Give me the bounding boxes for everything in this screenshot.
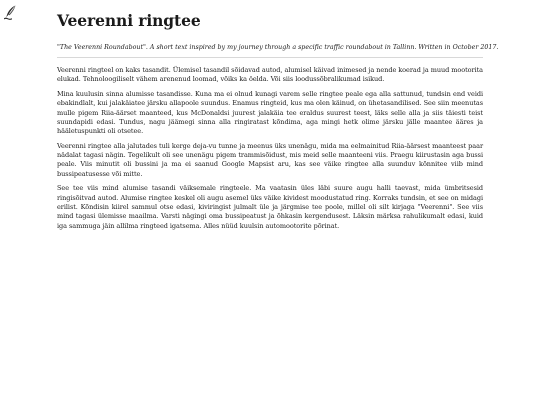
title-divider xyxy=(57,57,483,58)
article xyxy=(57,0,499,236)
quill-pen-icon-graphic xyxy=(3,5,17,21)
article-body xyxy=(57,66,483,231)
article-paragraph: Veerenni ringtee alla jalutades tuli kerge deja-vu tunne ja meenus üks unenägu, mida ma eelmainitud Riia-äärsest maanteest paar nädalat tagasi nägin. Tegelikult oli see unenägu pigem trammisõidust, mis meid selle maanteeni viis. Praegu kiirustasin aga bussi peale. Viis minutit oli bussini ja ma ei saanud Google Mapsist aru, kas see väike ringtee alla suunduv kõnnitee viib mind bussipeatusesse või mitte. xyxy=(57,141,483,178)
article-paragraph: See tee viis mind alumise tasandi väiksemale ringteele. Ma vaatasin üles läbi suure augu halli taevast, mida ümbritsesid ringisõitvad autod. Alumise ringtee keskel oli augu asemel üks väike kividest moodustatud ring. Korraks tundsin, et see on midagi erilist. Kõndisin kiirel sammul otse edasi, kiviringist julmalt üle ja järgmise tee poole, millel oli silt kirjaga "Veerenni". See viis mind tagasi ülemisse maailma. Varsti nägingi oma bussipeatust ja õhkasin kergendusest. Läksin märksa rahulikumalt edasi, kuid iga sammuga jäin allilma ringteed igatsema. Alles nüüd kuulsin automootorite põrinat. xyxy=(57,184,483,230)
page-title: Veerenni ringtee xyxy=(57,11,201,30)
quill-pen-icon[interactable] xyxy=(3,5,17,21)
article-paragraph: Veerenni ringteel on kaks tasandit. Ülemisel tasandil sõidavad autod, alumisel käivad inimesed ja nende koerad ja muud mootorita elukad. Tehnoloogiliselt vähem arenenud loomad, võiks ka öelda. Või siis loodussõbralikumad isikud. xyxy=(57,66,483,84)
page-subtitle: "The Veerenni Roundabout". A short text inspired by my journey through a specific traffic roundabout in Tallinn. Written in October 2017. xyxy=(57,44,499,51)
article-paragraph: Mina kuulusin sinna alumisse tasandisse. Kuna ma ei olnud kunagi varem selle ringtee peale ega alla sattunud, tundsin end veidi ebakindlalt, kui jalakäiatee järsku allapoole suundus. Enamus ringteid, kus ma olen käinud, on ühetasandilised. See siin meenutas mulle pigem Riia-äärset maanteed, kus McDonaldsi juurest jalakäia tee eraldus suurest teest, läks selle alla ja siis täiesti teist suundapidi edasi. Tundus, nagu jäämegi sinna alla ringiratast kõndima, aga mingi hetk olime järsku jälle maantee ääres ja hääletuspunkti oli otsetee. xyxy=(57,89,483,136)
